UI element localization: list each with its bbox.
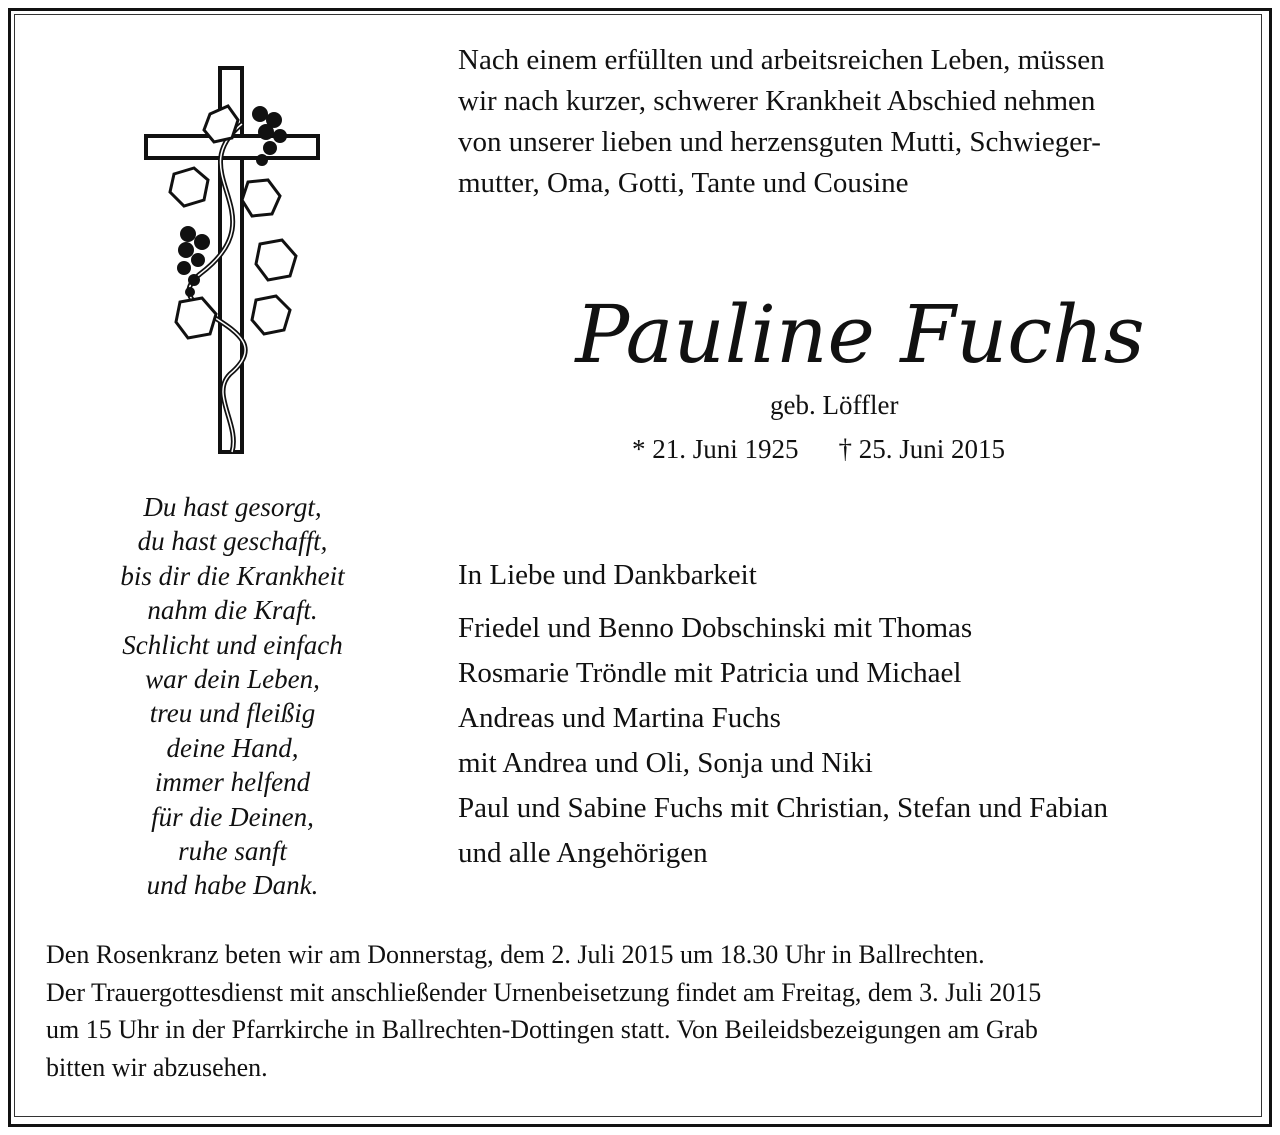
service-line: Der Trauergottesdienst mit anschließender Urnenbeisetzung findet am Freitag, dem 3. Juli 2015: [46, 977, 1042, 1007]
poem-line: bis dir die Krankheit: [120, 560, 345, 591]
poem-line: war dein Leben,: [145, 664, 320, 695]
mourner-entry: und alle Angehörigen: [458, 837, 708, 869]
intro-text: [458, 40, 1258, 204]
mourner-entry: mit Andrea und Oli, Sonja und Niki: [458, 747, 873, 779]
poem-line: nahm die Kraft.: [147, 595, 318, 626]
deceased-name-text: Pauline Fuchs: [575, 288, 1145, 381]
death-date: † 25. Juni 2015: [838, 434, 1006, 464]
life-dates: [632, 430, 1005, 468]
poem-line: und habe Dank.: [146, 870, 319, 901]
poem-line: Du hast gesorgt,: [143, 492, 322, 522]
memorial-poem: [60, 490, 405, 903]
cross-with-grapevine-icon: [140, 64, 330, 456]
closing-phrase: In Liebe und Dankbarkeit: [458, 559, 757, 591]
mourner-entry: Andreas und Martina Fuchs: [458, 702, 781, 734]
mourner-entry: Friedel und Benno Dobschinski mit Thomas: [458, 612, 973, 644]
poem-line: Schlicht und einfach: [122, 629, 343, 660]
poem-line: ruhe sanft: [178, 836, 287, 867]
service-details: [46, 936, 1246, 1086]
intro-line: wir nach kurzer, schwerer Krankheit Abschied nehmen: [458, 85, 1096, 117]
mourner-entry: Rosmarie Tröndle mit Patricia und Michael: [458, 657, 962, 689]
intro-line: von unserer lieben und herzensguten Mutti, Schwieger-: [458, 126, 1101, 158]
mourners-list: [458, 606, 1258, 876]
maiden-name: geb. Löffler: [770, 390, 899, 420]
service-line: Den Rosenkranz beten wir am Donnerstag, dem 2. Juli 2015 um 18.30 Uhr in Ballrechten.: [46, 940, 985, 969]
intro-line: mutter, Oma, Gotti, Tante und Cousine: [458, 167, 909, 199]
deceased-name: [540, 278, 1180, 388]
poem-line: deine Hand,: [166, 732, 299, 763]
poem-line: du hast geschafft,: [137, 526, 328, 557]
poem-line: für die Deinen,: [151, 801, 314, 832]
service-line: bitten wir abzusehen.: [46, 1052, 268, 1082]
poem-line: immer helfend: [154, 767, 311, 798]
poem-line: treu und fleißig: [149, 698, 316, 729]
service-line: um 15 Uhr in der Pfarrkirche in Ballrechten-Dottingen statt. Von Beileidsbezeigungen am Grab: [46, 1015, 1038, 1044]
mourners-section: [458, 556, 1258, 876]
intro-line: Nach einem erfüllten und arbeitsreichen Leben, müssen: [458, 44, 1105, 76]
birth-date: * 21. Juni 1925: [632, 434, 799, 464]
mourner-entry: Paul und Sabine Fuchs mit Christian, Stefan und Fabian: [458, 792, 1109, 824]
